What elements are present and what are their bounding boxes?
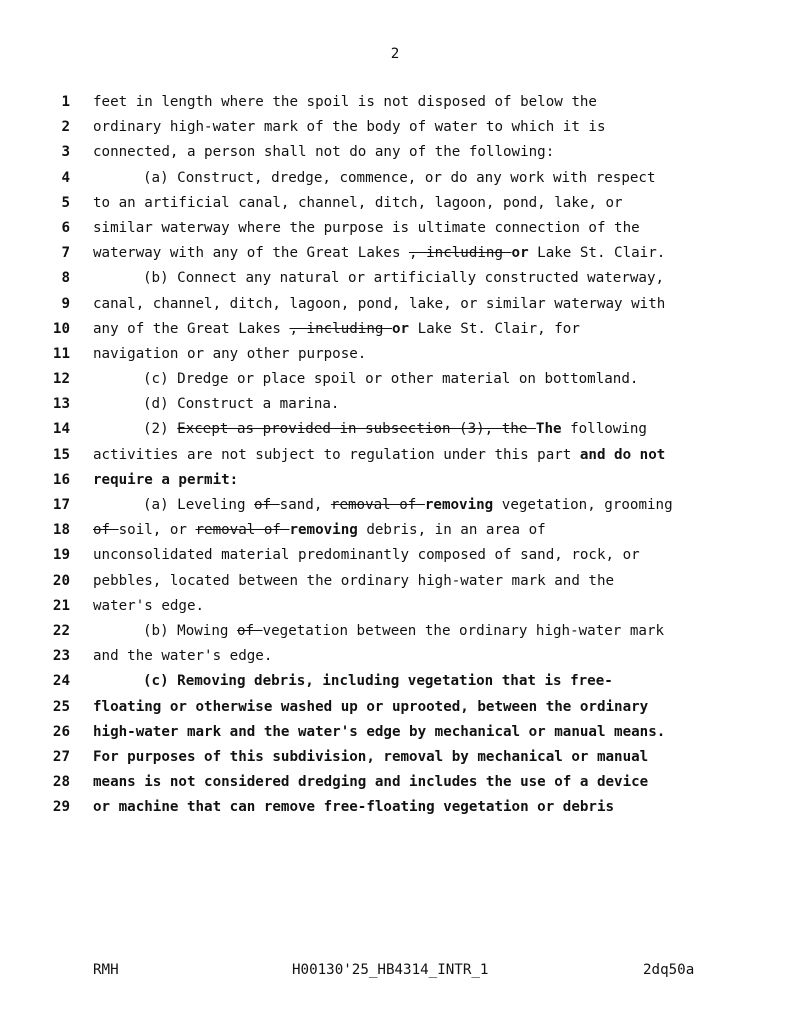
line-text [143, 169, 656, 188]
line-text [93, 118, 606, 137]
document-line [0, 546, 790, 571]
document-line [0, 169, 790, 194]
document-line [0, 672, 790, 697]
line-text [93, 597, 204, 616]
text-segment: following [561, 421, 647, 438]
document-line [0, 698, 790, 723]
line-number: 1 [61, 94, 70, 110]
document-line [0, 143, 790, 168]
text-segment: (b) Connect any natural or artificially constructed waterway, [143, 270, 665, 287]
document-line [0, 496, 790, 521]
document-line [0, 295, 790, 320]
text-segment: soil, or [118, 522, 196, 539]
document-line [0, 320, 790, 345]
line-number: 13 [52, 396, 70, 413]
line-number: 19 [52, 547, 70, 564]
line-text [93, 244, 665, 263]
line-number: 4 [61, 169, 70, 186]
text-segment: ordinary high-water mark of the body of water to which it is [93, 119, 606, 136]
document-line [0, 269, 790, 294]
document-line [0, 597, 790, 622]
document-line [0, 244, 790, 269]
text-segment: (d) Construct a marina. [143, 396, 340, 413]
text-segment: canal, channel, ditch, lagoon, pond, lake, or similar waterway with [93, 295, 666, 312]
struck-text: removal of [195, 522, 290, 539]
document-line [0, 798, 790, 823]
page-number: 2 [390, 46, 400, 62]
line-text [93, 698, 648, 717]
text-segment: to an artificial canal, channel, ditch, lagoon, pond, lake, or [93, 194, 623, 211]
inserted-text: require a permit: [93, 471, 239, 488]
line-text [93, 345, 366, 364]
text-segment: any of the Great Lakes [93, 320, 290, 337]
line-number: 18 [52, 522, 70, 539]
document-line [0, 471, 790, 496]
text-segment: Lake St. Clair. [528, 245, 666, 262]
line-text [93, 295, 665, 314]
line-number: 26 [52, 723, 70, 740]
line-text [143, 370, 638, 389]
inserted-text: or machine that can remove free-floating vegetation or debris [93, 799, 615, 816]
line-number: 16 [52, 471, 70, 488]
inserted-text: or [511, 245, 529, 262]
line-number: 27 [52, 748, 70, 765]
line-text [93, 798, 614, 817]
line-text [93, 647, 272, 666]
struck-text: removal of [330, 497, 425, 513]
struck-text: Except as provided in subsection (3), the [177, 421, 536, 438]
struck-text: of [236, 622, 263, 639]
text-segment: (b) Mowing [143, 622, 237, 639]
document-line [0, 773, 790, 798]
document-line [0, 395, 790, 420]
line-text [143, 420, 647, 439]
line-text [93, 521, 546, 540]
text-segment: waterway with any of the Great Lakes [93, 245, 410, 262]
text-segment: feet in length where the spoil is not disposed of below the [93, 94, 597, 110]
inserted-text: and do not [579, 446, 666, 463]
footer-document-id: H00130'25_HB4314_INTR_1 [292, 962, 489, 978]
line-text [143, 269, 664, 288]
line-number: 17 [52, 497, 70, 513]
document-line [0, 647, 790, 672]
struck-text: of [93, 522, 119, 539]
line-text [93, 93, 597, 112]
line-text [143, 395, 339, 414]
inserted-text: high-water mark and the water's edge by mechanical or manual means. [93, 723, 666, 740]
line-number: 24 [52, 673, 70, 690]
text-segment: water's edge. [93, 597, 205, 614]
footer-drafter-initials: RMH [93, 962, 119, 978]
text-segment: connected, a person shall not do any of the following: [93, 144, 555, 161]
inserted-text: floating or otherwise washed up or uprooted, between the ordinary [93, 698, 649, 715]
struck-text: of [254, 497, 280, 513]
line-number: 23 [52, 648, 70, 665]
text-segment: unconsolidated material predominantly composed of sand, rock, or [93, 547, 640, 564]
line-text [93, 471, 238, 490]
line-number: 8 [61, 270, 70, 287]
line-number: 21 [52, 597, 70, 614]
document-line [0, 194, 790, 219]
line-text [93, 143, 554, 162]
line-number: 3 [61, 144, 70, 161]
line-number: 20 [52, 572, 70, 589]
footer-reference-code: 2dq50a [643, 962, 695, 978]
page-footer [0, 962, 790, 982]
document-body [0, 93, 790, 823]
line-number: 22 [52, 622, 70, 639]
document-line [0, 118, 790, 143]
line-number: 25 [52, 698, 70, 715]
document-line [0, 420, 790, 445]
line-number: 7 [61, 245, 70, 262]
document-line [0, 723, 790, 748]
line-number: 29 [52, 799, 70, 816]
line-number: 28 [52, 774, 70, 791]
line-text [93, 446, 665, 465]
text-segment: similar waterway where the purpose is ultimate connection of the [93, 219, 640, 236]
line-text [93, 572, 614, 591]
document-line [0, 219, 790, 244]
text-segment: vegetation between the ordinary high-water mark [262, 622, 665, 639]
text-segment: and the water's edge. [93, 648, 273, 665]
line-number: 15 [52, 446, 70, 463]
inserted-text: removing [289, 522, 358, 539]
struck-text: , including [289, 320, 392, 337]
struck-text: , including [409, 245, 512, 262]
text-segment: navigation or any other purpose. [93, 345, 367, 362]
document-line [0, 622, 790, 647]
inserted-text: (c) Removing debris, including vegetation that is free- [143, 673, 613, 690]
line-text [93, 546, 640, 565]
inserted-text: means is not considered dredging and includes the use of a device [93, 774, 649, 791]
text-segment: activities are not subject to regulation under this part [93, 446, 580, 463]
document-line [0, 572, 790, 597]
inserted-text: removing [424, 497, 494, 513]
line-text [93, 219, 640, 238]
line-text [143, 672, 613, 691]
line-number: 10 [52, 320, 70, 337]
line-number: 6 [61, 219, 70, 236]
line-number: 14 [52, 421, 70, 438]
line-number: 12 [52, 371, 70, 388]
line-text [93, 748, 648, 767]
line-text [93, 773, 648, 792]
inserted-text: or [391, 320, 410, 337]
line-text [143, 622, 664, 641]
text-segment: (c) Dredge or place spoil or other material on bottomland. [143, 371, 639, 388]
document-line [0, 93, 790, 118]
text-segment: vegetation, grooming [493, 497, 673, 513]
line-number: 11 [52, 345, 70, 362]
line-number: 5 [61, 194, 70, 211]
line-text [143, 496, 673, 515]
inserted-text: The [535, 421, 562, 438]
text-segment: pebbles, located between the ordinary high-water mark and the [93, 572, 615, 589]
text-segment: (a) Construct, dredge, commence, or do any work with respect [143, 169, 656, 186]
document-line [0, 521, 790, 546]
text-segment: sand, [279, 497, 331, 513]
line-text [93, 723, 665, 742]
document-line [0, 748, 790, 773]
text-segment: (a) Leveling [143, 497, 255, 513]
document-line [0, 370, 790, 395]
line-number: 2 [61, 119, 70, 136]
line-text [93, 194, 623, 213]
line-number: 9 [61, 295, 70, 312]
text-segment: (2) [143, 421, 178, 438]
text-segment: debris, in an area of [357, 522, 546, 539]
inserted-text: For purposes of this subdivision, removal by mechanical or manual [93, 748, 649, 765]
text-segment: Lake St. Clair, for [409, 320, 580, 337]
document-line [0, 446, 790, 471]
line-text [93, 320, 580, 339]
document-line [0, 345, 790, 370]
